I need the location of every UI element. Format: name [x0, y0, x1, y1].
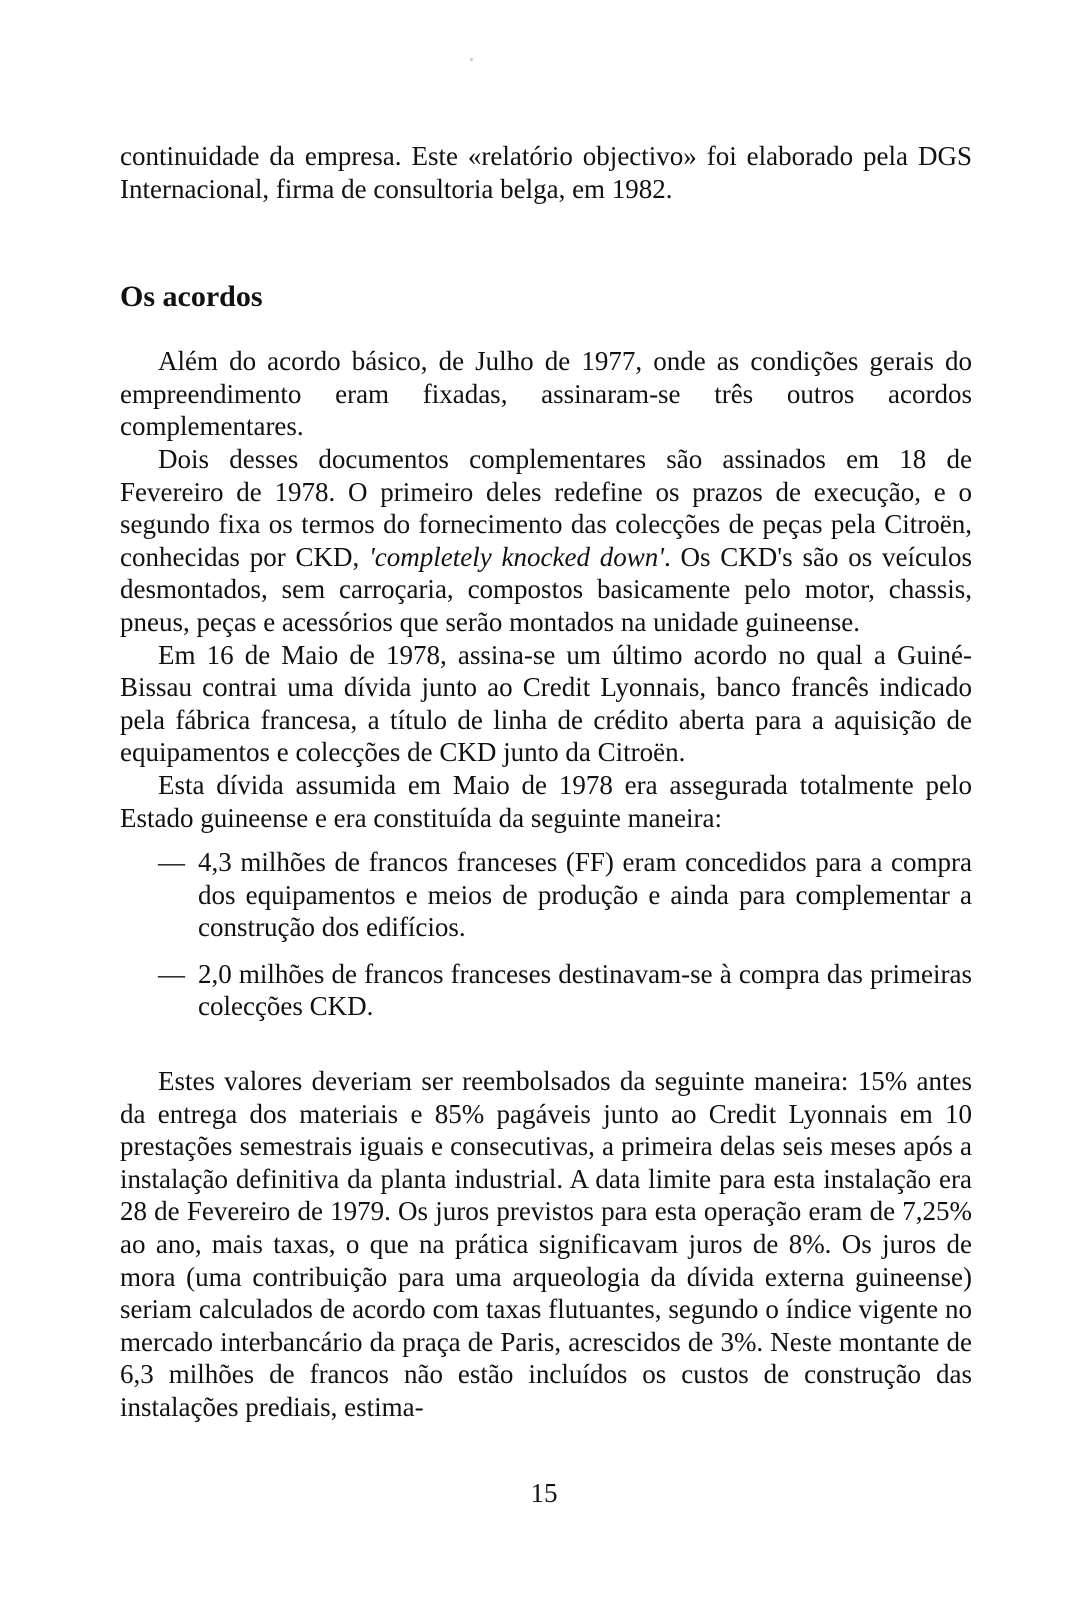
list-item-text: 4,3 milhões de francos franceses (FF) eram concedidos para a compra dos equipamentos e meios de produção e ainda para complementar a construção dos edifícios.	[198, 847, 972, 943]
intro-paragraph: continuidade da empresa. Este «relatório objectivo» foi elaborado pela DGS Internacional, firma de consultoria belga, em 1982.	[120, 141, 972, 204]
debt-list	[120, 846, 972, 1023]
paragraph-2-text-a: Dois desses documentos complementares são assinados em 18 de Fevereiro de 1978. O primeiro deles redefine os prazos de execução, e o segundo fixa os termos do fornecimento das colecções de peças pela Citroën, conhecidas por CKD,	[120, 443, 972, 572]
paragraph-4: Esta dívida assumida em Maio de 1978 era assegurada totalmente pelo Estado guineense e era constituída da seguinte maneira:	[120, 769, 972, 833]
scan-speck	[470, 58, 473, 61]
list-item-text: 2,0 milhões de francos franceses destinavam-se à compra das primeiras colecções CKD.	[198, 958, 972, 1022]
paragraph-2-italic: 'completely knocked down'	[369, 541, 664, 572]
list-dash: —	[158, 958, 185, 989]
list-dash: —	[158, 847, 185, 878]
paragraph-1: Além do acordo básico, de Julho de 1977, onde as condições gerais do empreendimento eram fixadas, assinaram-se três outros acordos complementares.	[120, 346, 972, 442]
list-item	[120, 846, 972, 944]
page-body	[120, 140, 972, 1424]
paragraph-3: Em 16 de Maio de 1978, assina-se um último acordo no qual a Guiné-Bissau contrai uma dívida junto ao Credit Lyonnais, banco francês indicado pela fábrica francesa, a título de linha de crédito aberta para a aquisição de equipamentos e colecções de CKD junto da Citroën.	[120, 639, 972, 768]
paragraph-2-text-b: . Os CKD's são os veículos desmontados, sem carroçaria, compostos basicamente pelo motor, chassis, pneus, peças e acessórios que serão montados na unidade guineense.	[120, 541, 972, 637]
page-number: 15	[530, 1478, 558, 1508]
list-item	[120, 958, 972, 1023]
closing-paragraph: Estes valores deveriam ser reembolsados da seguinte maneira: 15% antes da entrega dos materiais e 85% pagáveis junto ao Credit Lyonnais em 10 prestações semestrais iguais e consecutivas, a primeira delas seis meses após a instalação definitiva da planta industrial. A data limite para esta instalação era 28 de Fevereiro de 1979. Os juros previstos para esta operação eram de 7,25% ao ano, mais taxas, o que na prática significavam juros de 8%. Os juros de mora (uma contribuição para uma arqueologia da dívida externa guineense) seriam calculados de acordo com taxas flutuantes, segundo o índice vigente no mercado interbancário da praça de Paris, acrescidos de 3%. Neste montante de 6,3 milhões de francos não estão incluídos os custos de construção das instalações prediais, estima-	[120, 1066, 972, 1422]
paragraph-2	[120, 443, 972, 639]
section-heading: Os acordos	[120, 280, 263, 314]
